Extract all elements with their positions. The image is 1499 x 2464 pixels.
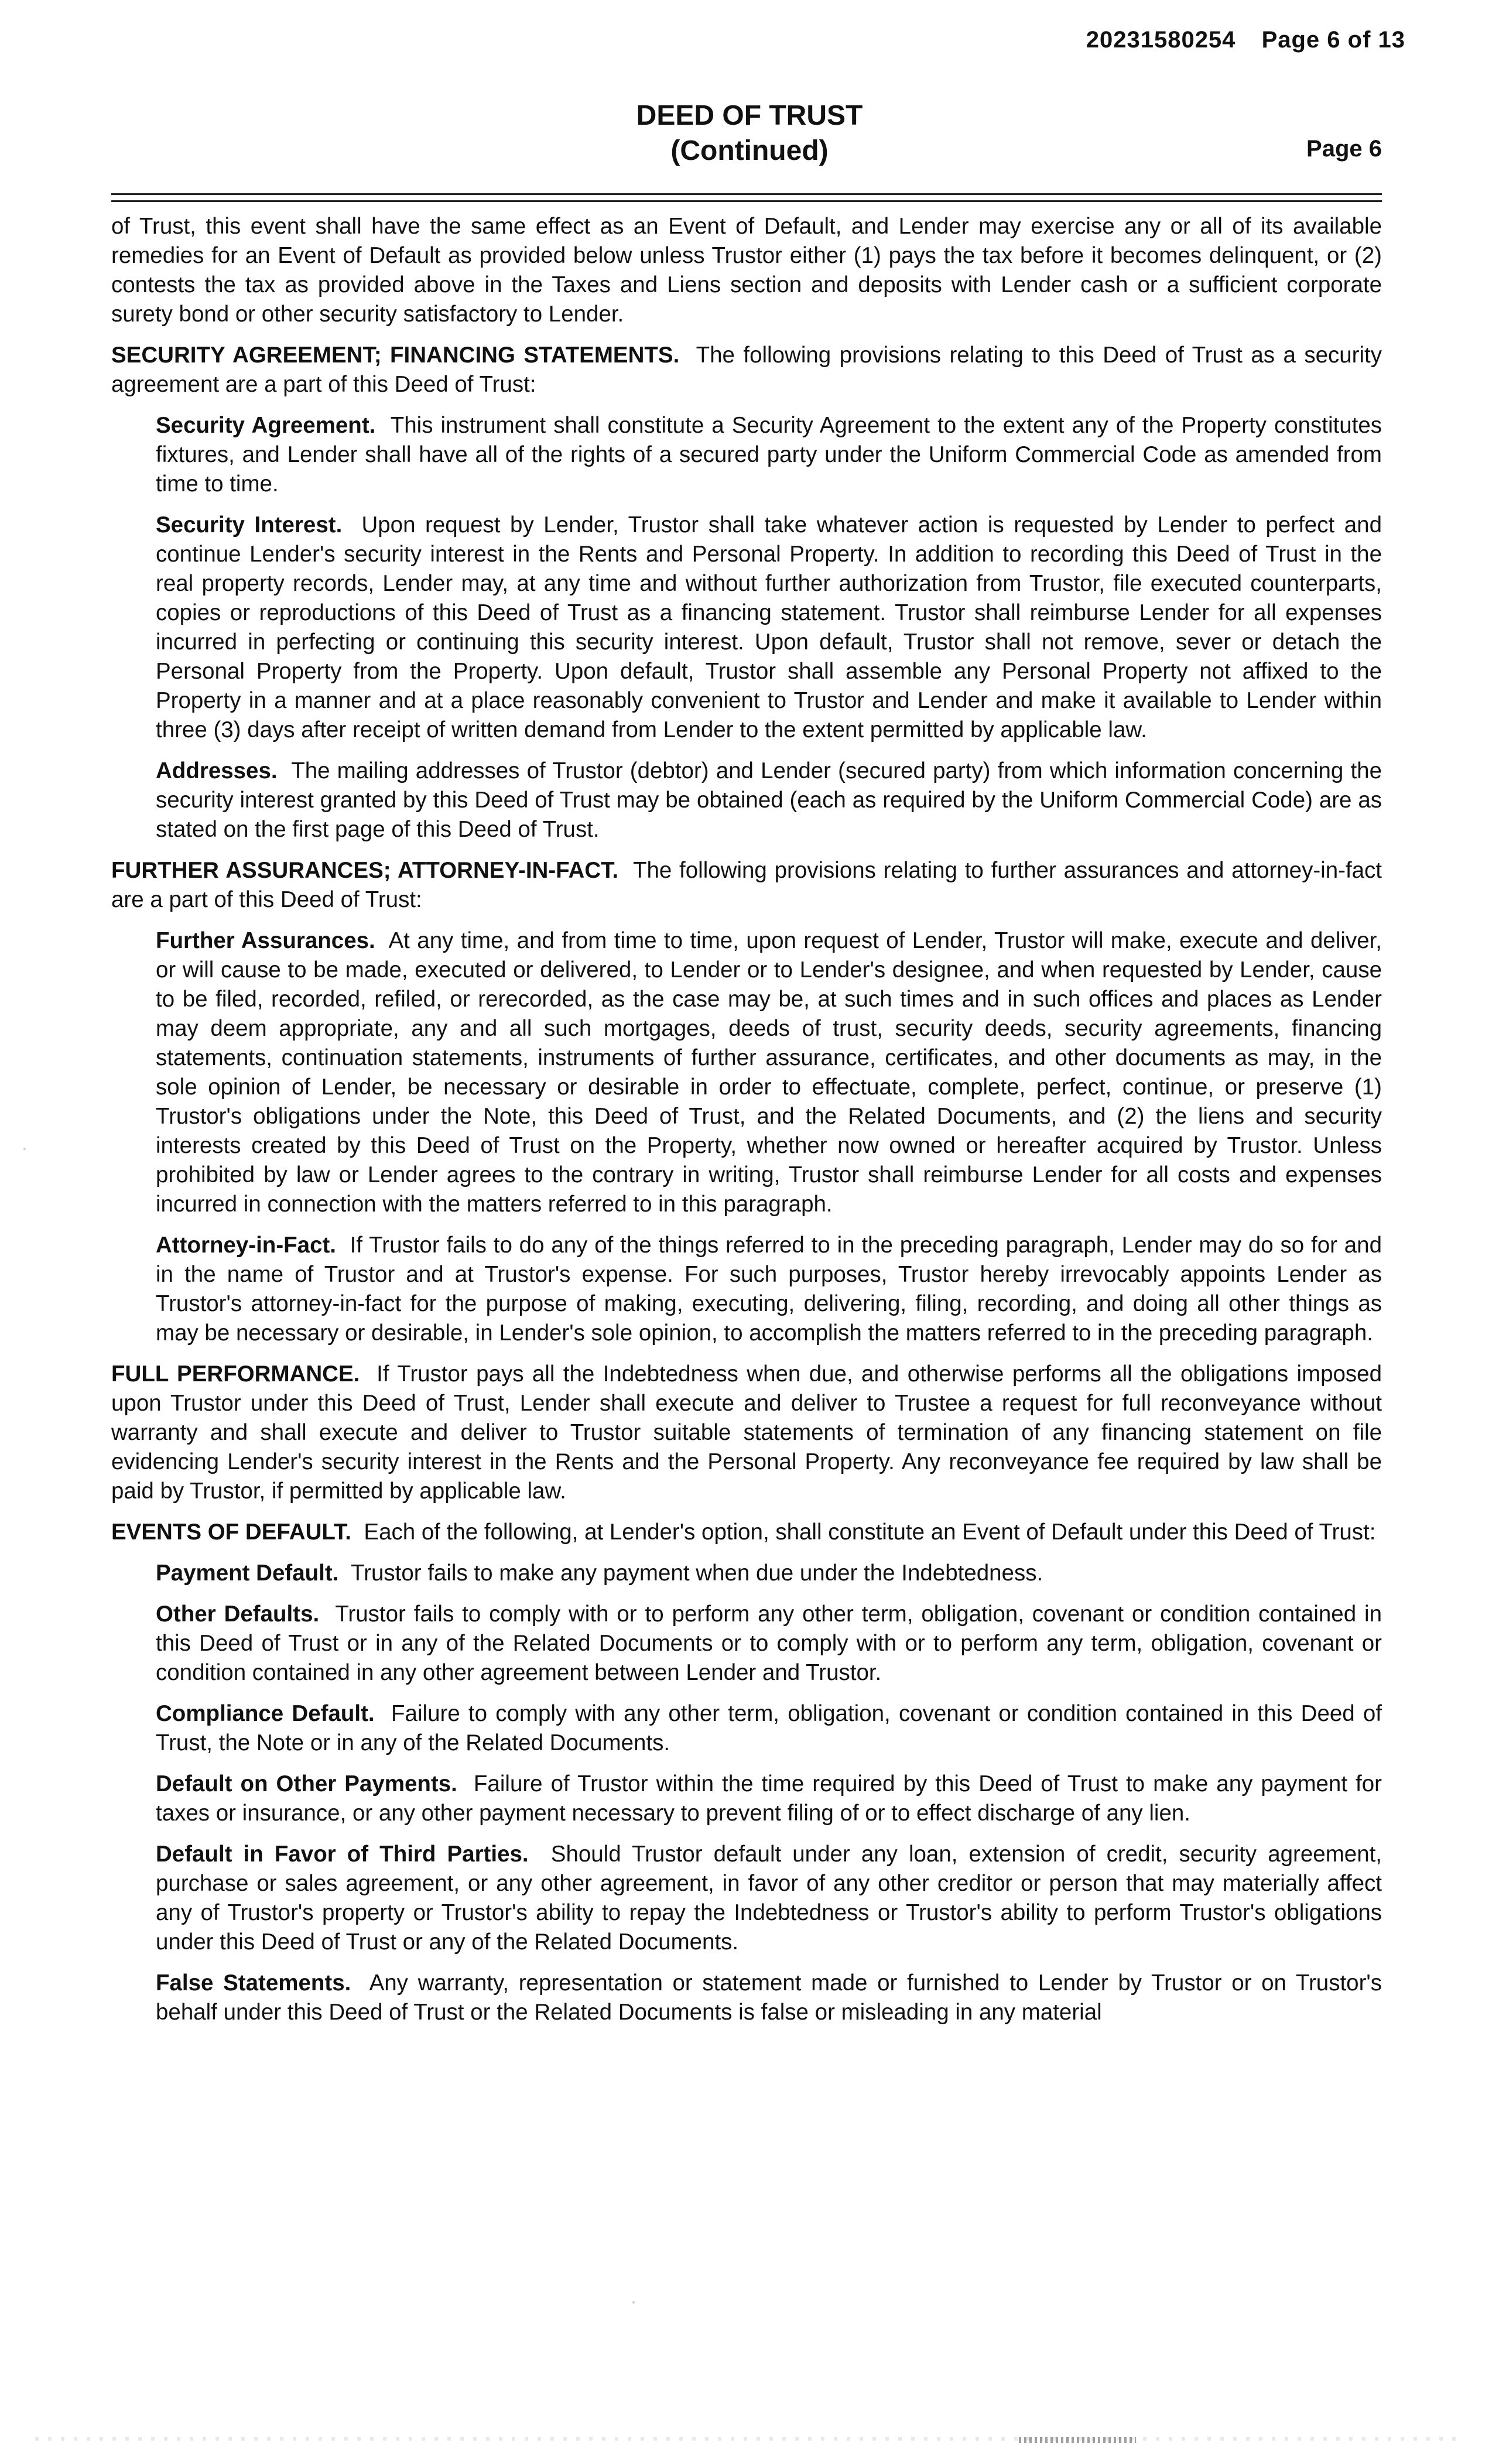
clause-text: This instrument shall constitute a Security Agreement to the extent any of the Property constitutes fixtures, and Lender shall have all of the rights of a secured party under the Uniform Commercial Code as amended from time to time.: [156, 413, 1382, 497]
recording-number: 20231580254: [1086, 27, 1236, 53]
clause-heading: Payment Default.: [156, 1560, 339, 1586]
clause-heading: False Statements.: [156, 1970, 351, 1996]
clause-payment-default: [156, 1559, 1382, 1588]
document-subtitle: (Continued): [670, 135, 829, 166]
clause-heading: Security Agreement.: [156, 413, 376, 438]
section-text: Each of the following, at Lender's option, shall constitute an Event of Default under this Deed of Trust:: [364, 1520, 1376, 1545]
section-security-agreement: [111, 341, 1382, 399]
clause-heading: Security Interest.: [156, 512, 343, 538]
clause-heading: Default on Other Payments.: [156, 1771, 457, 1796]
clause-further-assurances: [156, 926, 1382, 1219]
clause-heading: Further Assurances.: [156, 928, 375, 953]
clause-text: At any time, and from time to time, upon request of Lender, Trustor will make, execute and deliver, or will cause to be made, executed or delivered, to Lender or to Lender's designee, and when requested by Lender, cause to be filed, recorded, refiled, or rerecorded, as the case may be, at such times and in such offices and places as Lender may deem appropriate, any and all such mortgages, deeds of trust, security deeds, security agreements, financing statements, continuation statements, instruments of further assurance, certificates, and other documents as may, in the sole opinion of Lender, be necessary or desirable in order to effectuate, complete, perfect, continue, or preserve (1) Trustor's obligations under the Note, this Deed of Trust, and the Related Documents, and (2) the liens and security interests created by this Deed of Trust on the Property, whether now owned or hereafter acquired by Trustor. Unless prohibited by law or Lender agrees to the contrary in writing, Trustor shall reimburse Lender for all costs and expenses incurred in connection with the matters referred to in this paragraph.: [156, 928, 1382, 1217]
section-heading: EVENTS OF DEFAULT.: [111, 1520, 351, 1545]
document-body: [111, 212, 1382, 2039]
document-title-block: [0, 98, 1499, 169]
scan-artifact-mark: [1019, 2437, 1136, 2443]
clause-heading: Other Defaults.: [156, 1601, 320, 1627]
recording-header: [1067, 27, 1405, 53]
clause-text: Trustor fails to make any payment when due under the Indebtedness.: [351, 1560, 1043, 1586]
scan-speck: [632, 2301, 635, 2304]
clause-default-third-parties: [156, 1840, 1382, 1957]
header-divider-top: [111, 193, 1382, 195]
clause-addresses: [156, 757, 1382, 844]
document-title: DEED OF TRUST: [636, 100, 863, 131]
section-heading: SECURITY AGREEMENT; FINANCING STATEMENTS.: [111, 343, 680, 368]
clause-heading: Compliance Default.: [156, 1701, 375, 1726]
clause-false-statements: [156, 1969, 1382, 2027]
clause-text: Failure of Trustor within the time required by this Deed of Trust to make any payment for taxes or insurance, or any other payment necessary to prevent filing of or to effect discharge of any lien.: [156, 1771, 1382, 1826]
section-further-assurances: [111, 856, 1382, 915]
scan-speck: [23, 1148, 26, 1150]
clause-text: Should Trustor default under any loan, extension of credit, security agreement, purchase or sales agreement, or any other agreement, in favor of any other creditor or person that may materially affect any of Trustor's property or Trustor's ability to repay the Indebtedness or Trustor's ability to perform Trustor's obligations under this Deed of Trust or any of the Related Documents.: [156, 1842, 1382, 1955]
section-text: The following provisions relating to further assurances and attorney-in-fact are a part of this Deed of Trust:: [111, 858, 1382, 912]
clause-text: Trustor fails to comply with or to perform any other term, obligation, covenant or condition contained in this Deed of Trust or in any of the Related Documents or to comply with or to perform any term, obligation, covenant or condition contained in any other agreement between Lender and Trustor.: [156, 1601, 1382, 1685]
clause-text: If Trustor fails to do any of the things referred to in the preceding paragraph, Lender may do so for and in the name of Trustor and at Trustor's expense. For such purposes, Trustor hereby irrevocably appoints Lender as Trustor's attorney-in-fact for the purpose of making, executing, delivering, filing, recording, and doing all other things as may be necessary or desirable, in Lender's sole opinion, to accomplish the matters referred to in the preceding paragraph.: [156, 1233, 1382, 1346]
header-divider-bottom: [111, 200, 1382, 202]
scan-artifact-bottom: [35, 2437, 1464, 2441]
clause-compliance-default: [156, 1699, 1382, 1758]
page-count: Page 6 of 13: [1261, 27, 1405, 53]
section-text: The following provisions relating to this Deed of Trust as a security agreement are a part of this Deed of Trust:: [111, 343, 1382, 397]
paragraph-continued: of Trust, this event shall have the same effect as an Event of Default, and Lender may exercise any or all of its available remedies for an Event of Default as provided below unless Trustor either (1) pays the tax before it becomes delinquent, or (2) contests the tax as provided above in the Taxes and Liens section and deposits with Lender cash or a sufficient corporate surety bond or other security satisfactory to Lender.: [111, 214, 1382, 327]
clause-heading: Attorney-in-Fact.: [156, 1233, 336, 1258]
clause-heading: Default in Favor of Third Parties.: [156, 1842, 529, 1867]
clause-security-agreement: [156, 411, 1382, 499]
clause-text: Failure to comply with any other term, obligation, covenant or condition contained in this Deed of Trust, the Note or in any of the Related Documents.: [156, 1701, 1382, 1755]
section-heading: FULL PERFORMANCE.: [111, 1361, 360, 1387]
clause-text: Any warranty, representation or statement made or furnished to Lender by Trustor or on Trustor's behalf under this Deed of Trust or the Related Documents is false or misleading in any material: [156, 1970, 1382, 2025]
clause-heading: Addresses.: [156, 758, 278, 783]
clause-text: Upon request by Lender, Trustor shall take whatever action is requested by Lender to perfect and continue Lender's security interest in the Rents and Personal Property. In addition to recording this Deed of Trust in the real property records, Lender may, at any time and without further authorization from Trustor, file executed counterparts, copies or reproductions of this Deed of Trust as a financing statement. Trustor shall reimburse Lender for all expenses incurred in perfecting or continuing this security interest. Upon default, Trustor shall not remove, sever or detach the Personal Property from the Property. Upon default, Trustor shall assemble any Personal Property not affixed to the Property in a manner and at a place reasonably convenient to Trustor and Lender and make it available to Lender within three (3) days after receipt of written demand from Lender to the extent permitted by applicable law.: [156, 512, 1382, 742]
clause-other-defaults: [156, 1600, 1382, 1688]
clause-text: The mailing addresses of Trustor (debtor) and Lender (secured party) from which information concerning the security interest granted by this Deed of Trust may be obtained (each as required by the Uniform Commercial Code) are as stated on the first page of this Deed of Trust.: [156, 758, 1382, 842]
clause-attorney-in-fact: [156, 1231, 1382, 1348]
clause-security-interest: [156, 511, 1382, 745]
section-events-of-default: [111, 1518, 1382, 1547]
clause-default-other-payments: [156, 1770, 1382, 1828]
section-text: If Trustor pays all the Indebtedness when due, and otherwise performs all the obligations imposed upon Trustor under this Deed of Trust, Lender shall execute and deliver to Trustee a request for full reconveyance without warranty and shall execute and deliver to Trustor suitable statements of termination of any financing statement on file evidencing Lender's security interest in the Rents and the Personal Property. Any reconveyance fee required by law shall be paid by Trustor, if permitted by applicable law.: [111, 1361, 1382, 1504]
section-heading: FURTHER ASSURANCES; ATTORNEY-IN-FACT.: [111, 858, 619, 883]
section-full-performance: [111, 1360, 1382, 1506]
page-number: Page 6: [1306, 136, 1382, 162]
